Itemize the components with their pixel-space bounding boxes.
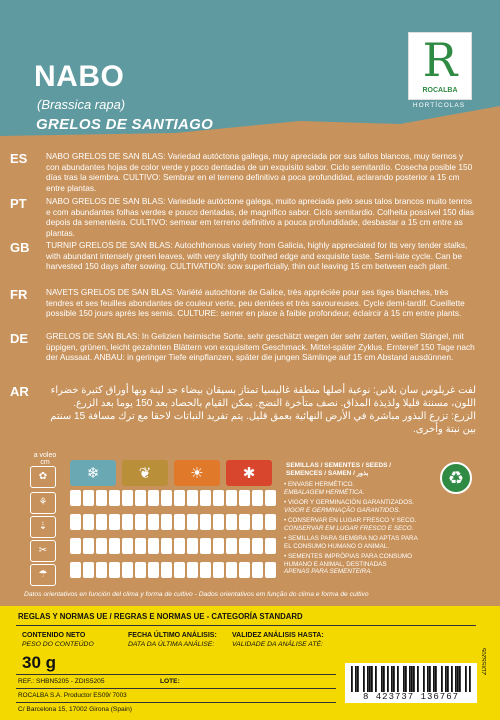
calendar-cell — [109, 490, 120, 506]
seed-info-alt: CONSERVAR EM LUGAR FRESCO E SECO. — [284, 524, 414, 532]
calendar-cell — [83, 514, 94, 530]
seed-info-item — [284, 481, 424, 496]
calendar-cell — [187, 490, 198, 506]
calendar-cell — [252, 490, 263, 506]
calendar-cell — [239, 538, 250, 554]
barcode-bar — [451, 666, 453, 692]
latin-name: (Brassica rapa) — [37, 97, 126, 112]
calendar-cell — [70, 562, 81, 578]
watering-icon: ☂ — [30, 564, 56, 586]
barcode-bar — [371, 666, 373, 692]
barcode-bar — [397, 666, 399, 692]
net-content-label-alt: PESO DO CONTEÚDO — [22, 641, 94, 648]
a-voleo-label: a voleo cm — [33, 452, 57, 466]
lang-text: GRELOS DE SAN BLAS: In Gelizien heimische Sorte, sehr geschätzt wegen der sehr zarten, weißen Stängel, mit üppigen, grünen, leicht gezahnten Blättern von exquisitem Geschmack. Mittel-später Zyklus. Erntereif 150 Tage nach der Aussaat. ANBAU: in geringer Tiefe einpflanzen, später die jungen Sämlinge auf 15 cm Abstand ausdünnen. — [46, 331, 475, 363]
calendar-cell — [122, 514, 133, 530]
calendar-cell — [135, 514, 146, 530]
calendar-cell — [135, 538, 146, 554]
barcode-bar — [381, 666, 383, 692]
divider — [16, 625, 476, 626]
calendar-cell — [187, 562, 198, 578]
valid-until-label-alt: VALIDADE DA ANÁLISE ATÉ: — [232, 641, 323, 648]
seedling-icon: ⚘ — [30, 492, 56, 514]
calendar-cell — [161, 562, 172, 578]
calendar-cell — [187, 514, 198, 530]
product-title: NABO — [34, 60, 125, 93]
barcode-bar — [429, 666, 431, 692]
calendar-cell — [265, 562, 276, 578]
seed-info-main: ENVASE HERMÉTICO. — [287, 481, 355, 488]
barcode-bar — [363, 666, 365, 692]
barcode-bar — [393, 666, 395, 692]
lang-code: FR — [10, 287, 28, 302]
seed-info-main: VIGOR Y GERMINACIÓN GARANTIZADOS. — [287, 499, 415, 506]
calendar-cell — [213, 514, 224, 530]
barcode-bar — [403, 666, 405, 692]
seed-info-item — [284, 535, 424, 550]
barcode-bar — [375, 666, 377, 692]
calendar-cell — [239, 514, 250, 530]
barcode-bar — [423, 666, 425, 692]
lang-code: PT — [10, 196, 27, 211]
sow-icon: ✿ — [30, 466, 56, 488]
calendar-cell — [200, 514, 211, 530]
last-analysis-label: FECHA ÚLTIMO ANÁLISIS: — [128, 632, 217, 639]
calendar-cell — [135, 562, 146, 578]
calendar-cell — [252, 514, 263, 530]
calendar-cell — [161, 490, 172, 506]
seed-info-main: CONSERVAR EN LUGAR FRESCO Y SECO. — [287, 517, 417, 524]
barcode-bar — [441, 666, 443, 692]
calendar-cell — [122, 490, 133, 506]
calendar-cell — [96, 538, 107, 554]
net-weight: 30 g — [22, 653, 57, 672]
calendar-cell — [96, 562, 107, 578]
calendar-cell — [239, 490, 250, 506]
calendar-cell — [96, 490, 107, 506]
seeds-heading-line-1: SEMILLAS / SEMENTES / SEEDS / — [286, 462, 392, 469]
lang-code: AR — [10, 384, 29, 399]
address: C/ Barcelona 15, 17002 Girona (Spain) — [18, 706, 132, 713]
lot-label: LOTE: — [160, 678, 180, 685]
logo-letter: R — [422, 33, 458, 87]
calendar-cell — [83, 490, 94, 506]
net-content-label: CONTENIDO NETO — [22, 632, 86, 639]
lang-code: GB — [10, 240, 30, 255]
valid-until-label: VALIDEZ ANÁLISIS HASTA: — [232, 632, 324, 639]
barcode-bar — [427, 666, 429, 692]
calendar-cell — [226, 562, 237, 578]
calendar-cell — [213, 562, 224, 578]
recycle-icon: ♻ — [440, 462, 472, 494]
sun-icon: ☀ — [174, 460, 220, 486]
calendar-cell — [70, 490, 81, 506]
calendar-cell — [174, 562, 185, 578]
barcode-bar — [433, 666, 435, 692]
calendar-cell — [135, 490, 146, 506]
lang-text: NABO GRELOS DE SAN BLAS: Variedad autóctona gallega, muy apreciada por sus tallos blancos, muy tiernos y con abundantes hojas de color verde y poco dentadas de un exquisito sabor. Ciclo semitardío. Cosecha posible 150 días tras la siembra. CULTIVO: Sembrar en el terreno definitivo a poca profundidad, aclarando posterior a 15 cm entre plantas. — [46, 151, 473, 193]
harvest-icon: ✂ — [30, 540, 56, 562]
seed-info-alt: VIGOR E GERMINAÇÃO GARANTIDOS. — [284, 506, 401, 514]
calendar-cell — [174, 490, 185, 506]
calendar-cell — [174, 538, 185, 554]
calendar-cell — [174, 514, 185, 530]
brand-logo — [408, 32, 472, 100]
lang-text: NABO GRELOS DE SAN BLAS: Variedade autóctone galega, muito apreciada pelo seus talos brancos muito tenros e com abundantes folhas verdes e pouco dentadas, de magnífico sabor. Ciclo semitardio. Colheita possível 150 dias depois da sementeira. CULTIVO: semear em terreno definitivo a pouca profundidade, desbastar a 15 cm entre as plantas. — [46, 196, 475, 238]
lang-code: DE — [10, 331, 29, 346]
variety-name: GRELOS DE SANTIAGO — [36, 116, 214, 133]
barcode-bar — [445, 666, 447, 692]
last-analysis-label-alt: DATA DA ÚLTIMA ANÁLISE: — [128, 641, 215, 648]
calendar-cell — [122, 562, 133, 578]
calendar-cell — [109, 538, 120, 554]
barcode-bar — [383, 666, 385, 692]
calendar-cell — [122, 538, 133, 554]
seed-info-alt: APENAS PARA SEMENTEIRA. — [284, 568, 373, 575]
calendar-cell — [226, 490, 237, 506]
seed-info-item — [284, 517, 424, 532]
divider — [16, 702, 336, 703]
barcode-bar — [413, 666, 415, 692]
leaf-icon: ❦ — [122, 460, 168, 486]
calendar-cell — [109, 562, 120, 578]
calendar-cell — [148, 562, 159, 578]
rules-line: REGLAS Y NORMAS UE / REGRAS E NORMAS UE - CATEGORÍA STANDARD — [18, 612, 303, 621]
barcode-bar — [391, 666, 393, 692]
calendar-cell — [200, 490, 211, 506]
calendar-cell — [200, 538, 211, 554]
producer-info: ROCALBA S.A. Productor ES09/ 7003 — [18, 692, 127, 699]
barcode-bar — [357, 666, 359, 692]
logo-name: ROCALBA — [422, 87, 458, 94]
calendar-cell — [96, 514, 107, 530]
barcode — [345, 663, 477, 703]
barcode-number: 8 423737 136767 — [362, 692, 459, 702]
seed-info-main: SEMILLAS PARA SIEMBRA NO APTAS PARA EL CONSUMO HUMANO O ANIMAL. — [284, 535, 418, 550]
snowflake-icon: ❄ — [70, 460, 116, 486]
calendar-cell — [148, 538, 159, 554]
vertical-code: ZDIS5205 — [482, 648, 488, 676]
calendar-cell — [161, 514, 172, 530]
seed-info-alt: EMBALAGEM HERMÉTICA. — [284, 488, 365, 496]
barcode-bar — [465, 666, 467, 692]
seed-info-item — [284, 499, 424, 514]
barcode-bar — [405, 666, 407, 692]
calendar-cell — [70, 538, 81, 554]
reference-code: REF.: SHBN5205 - ZDIS5205 — [18, 678, 105, 685]
calendar-cell — [252, 562, 263, 578]
barcode-bar — [369, 666, 371, 692]
footnote: Datos orientativos en función del clima y forma de cultivo - Dados orientativos em função do clima e forma de cultivo — [24, 591, 369, 598]
calendar-cell — [161, 538, 172, 554]
calendar-cell — [109, 514, 120, 530]
calendar-cell — [265, 490, 276, 506]
calendar-cell — [70, 514, 81, 530]
calendar-cell — [252, 538, 263, 554]
lang-text: لفت غريلوس سان بلاس: نوعية أصلها منطقة غاليسيا تمتاز بسيقان بيضاء جد لينة وبها أوراق كثيرة خضراء اللون، مسننة قليلا ولذيذة المذاق. نصف متأخرة النضج. يمكن القيام بالحصاد بعد 150 يوما بعد الزرع. الزرع: تزرع البذور مباشرة في الأرض النهائية بعمق قليل. يتم تفريد النباتات لاحقا مع ترك مسافة 15 سنتم بين نبتة وأخرى. — [50, 385, 476, 435]
seeds-heading-line-2: SEMENCES / SAMEN / بذور — [286, 470, 369, 477]
calendar-cell — [200, 562, 211, 578]
barcode-bar — [355, 666, 357, 692]
divider — [16, 674, 336, 675]
calendar-cell — [239, 562, 250, 578]
barcode-bar — [387, 666, 389, 692]
calendar-cell — [148, 490, 159, 506]
barcode-bar — [409, 666, 411, 692]
calendar-cell — [226, 538, 237, 554]
calendar-cell — [83, 538, 94, 554]
calendar-cell — [83, 562, 94, 578]
barcode-bar — [351, 666, 353, 692]
lang-code: ES — [10, 151, 28, 166]
calendar-cell — [265, 538, 276, 554]
barcode-bar — [457, 666, 459, 692]
lang-text: NAVETS GRELOS DE SAN BLAS: Variété autochtone de Galice, très appréciée pour ses tiges blanches, très tendres et ses feuilles abondantes de couleur verte, peu dentées et très savoureuses. Cycle demi-tardif. Cueillette possible 150 jours après les semis. CULTURE: semer en place à faible profondeur, éclaircir à 15 cm entre plants. — [46, 287, 465, 319]
barcode-bar — [447, 666, 449, 692]
barcode-bar — [469, 666, 471, 692]
barcode-bar — [367, 666, 369, 692]
calendar-cell — [213, 490, 224, 506]
calendar-cell — [148, 514, 159, 530]
barcode-bar — [455, 666, 457, 692]
barcode-bar — [459, 666, 461, 692]
divider — [16, 688, 336, 689]
seed-info-main: SEMENTES IMPRÓPIAS PARA CONSUMO HUMANO E ANIMAL, DESTINADAS — [284, 553, 413, 568]
barcode-bar — [411, 666, 413, 692]
seed-info-item — [284, 553, 424, 576]
barcode-bar — [435, 666, 437, 692]
lang-text: TURNIP GRELOS DE SAN BLAS: Autochthonous variety from Galicia, highly appreciated for its very tender stalks, with abundant intensely green leaves, with very slightly toothed edge and exquisite taste. Semi-late cycle. Can be harvested 150 days after sowing. CULTIVATION: sow superficially, thin out leaving 15 cm between each plant. — [46, 240, 468, 272]
barcode-bar — [417, 666, 419, 692]
logo-subtitle: HORTÍCOLAS — [412, 102, 466, 109]
maple-leaf-icon: ✱ — [226, 460, 272, 486]
calendar-cell — [187, 538, 198, 554]
calendar-cell — [226, 514, 237, 530]
calendar-cell — [213, 538, 224, 554]
calendar-cell — [265, 514, 276, 530]
barcode-bars — [351, 666, 471, 692]
transplant-icon: ⇣ — [30, 516, 56, 538]
seeds-heading — [286, 462, 391, 478]
